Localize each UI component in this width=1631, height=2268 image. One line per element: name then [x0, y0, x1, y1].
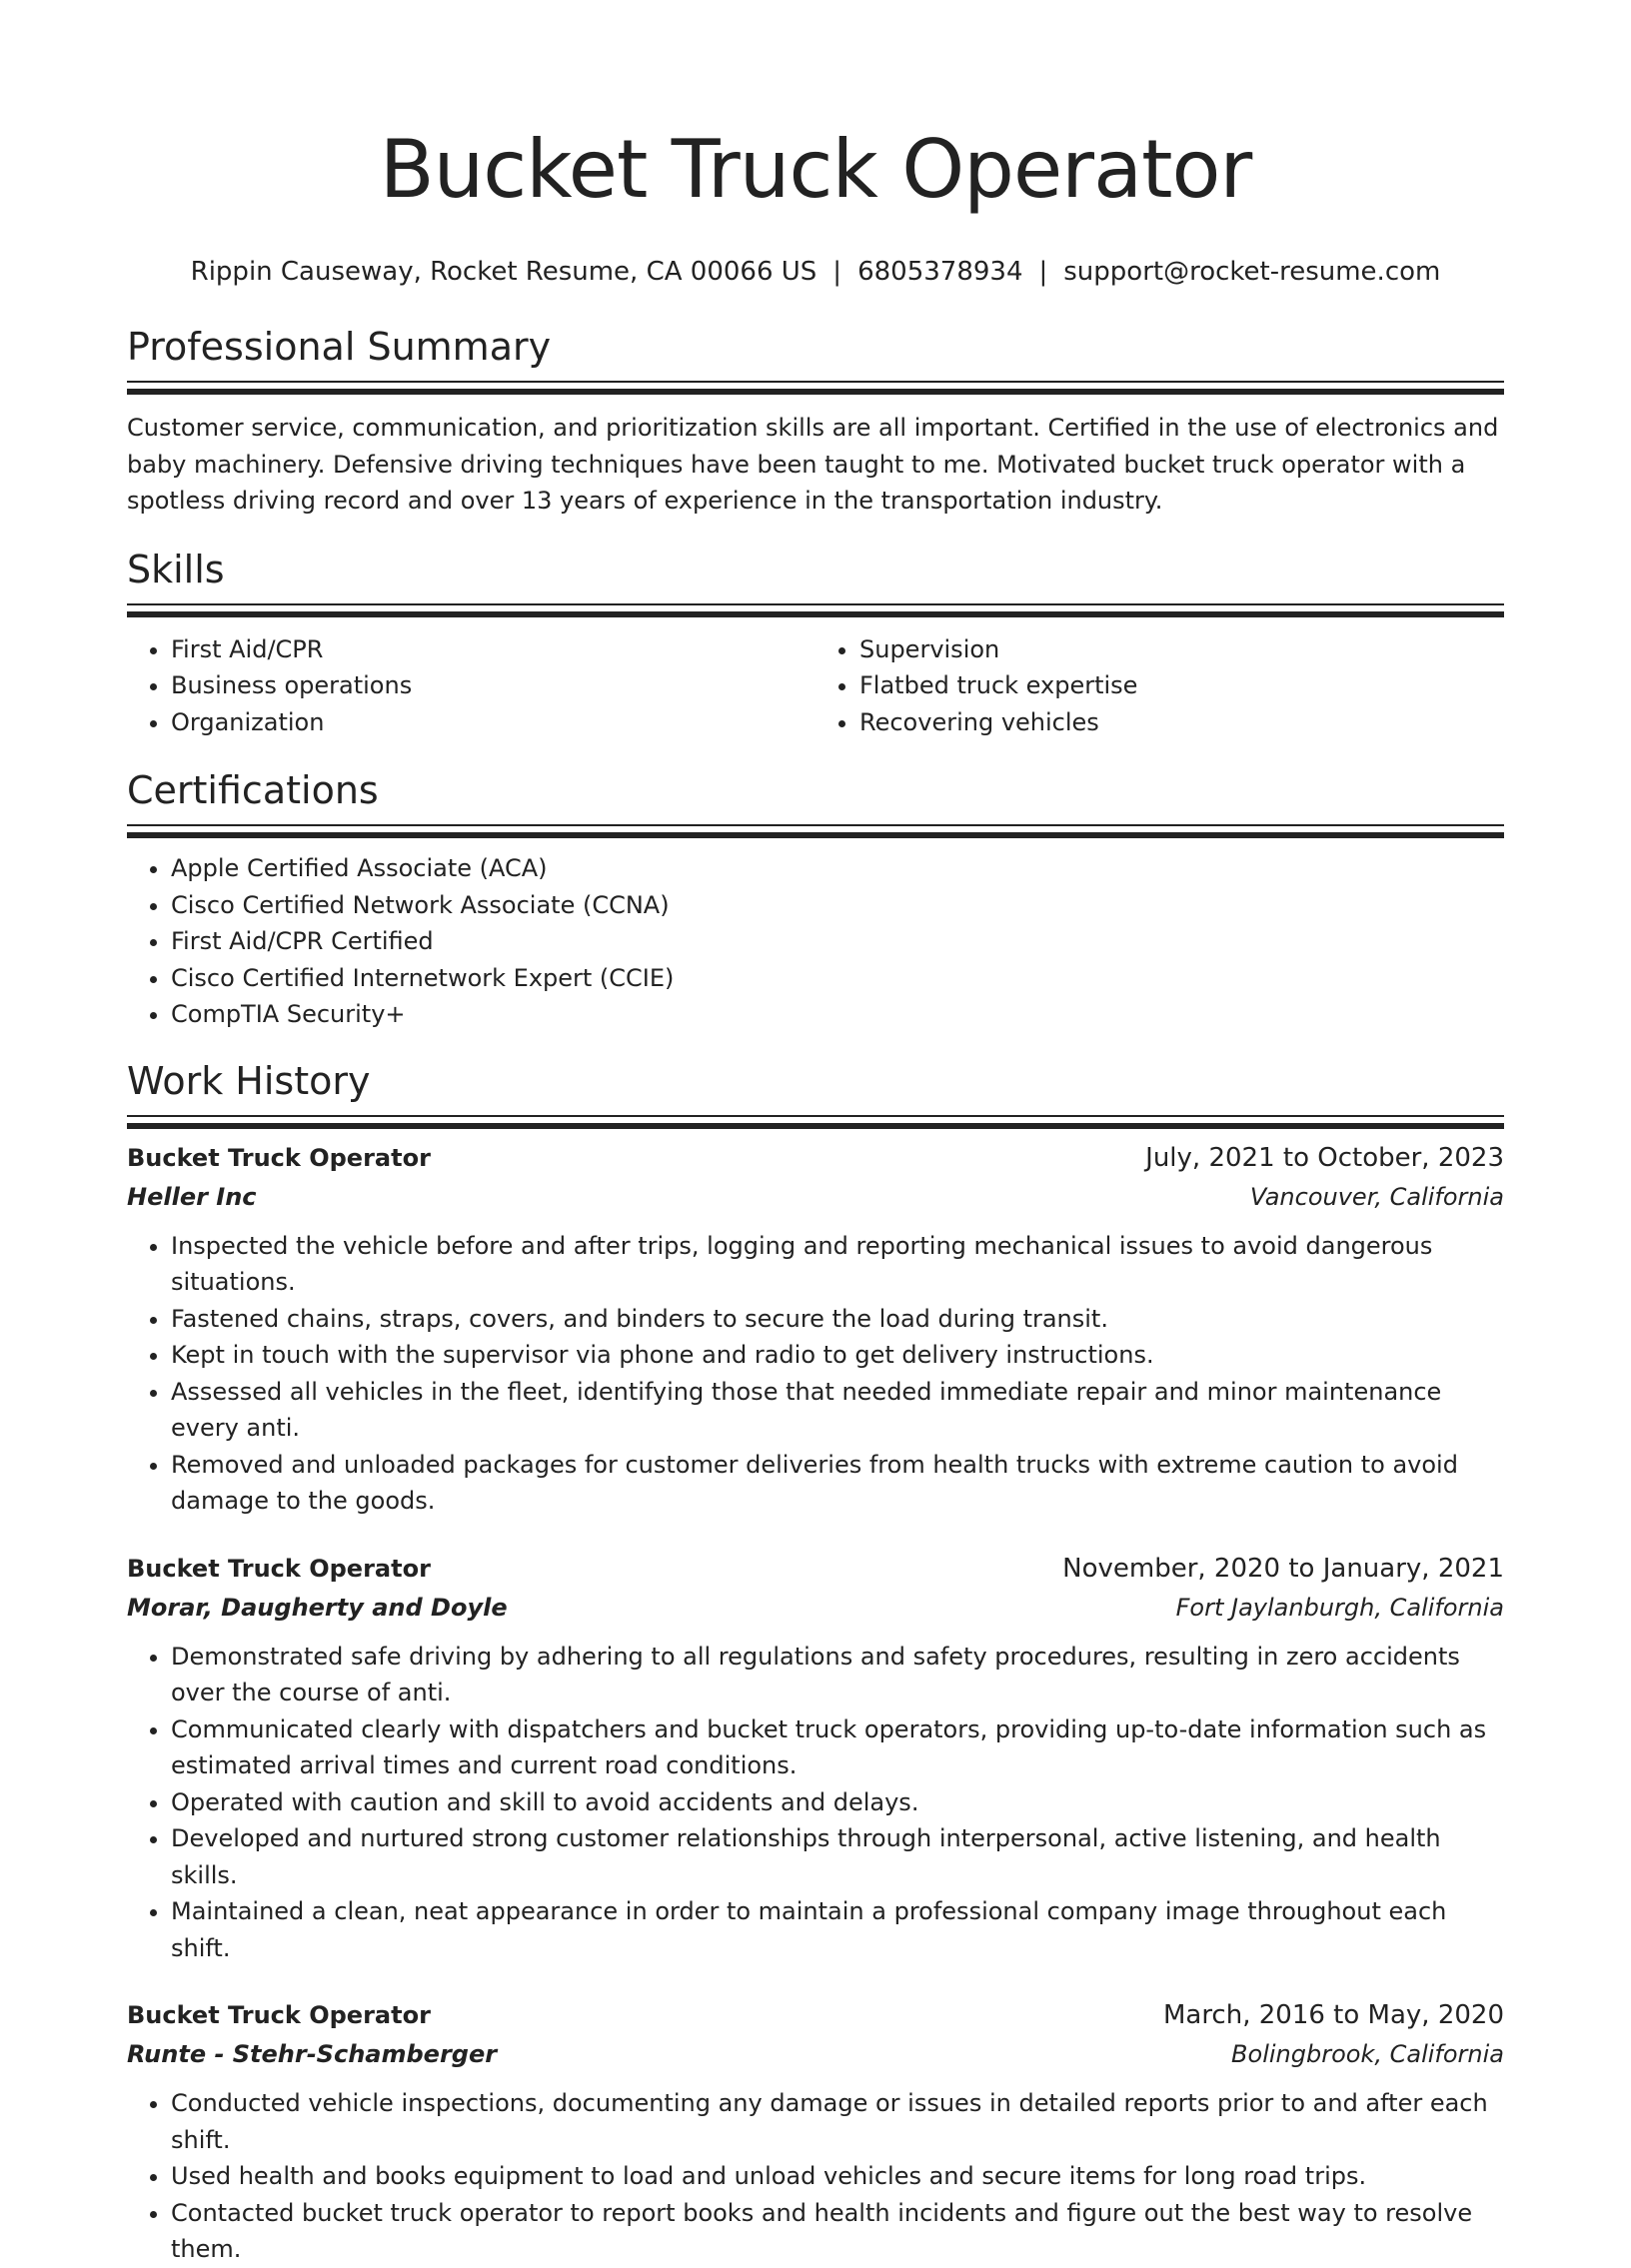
- summary-section: [127, 323, 1504, 520]
- section-heading: Work History: [127, 1058, 371, 1103]
- skill-item: • Business operations: [171, 667, 816, 704]
- job-bullet: • Demonstrated safe driving by adhering to all regulations and safety procedures, resulting in zero accidents over the course of anti.: [171, 1639, 1504, 1711]
- job-bullet: • Operated with caution and skill to avoid accidents and delays.: [171, 1784, 1504, 1821]
- section-heading: Professional Summary: [127, 325, 552, 369]
- contact-separator: |: [1038, 257, 1048, 287]
- job-bullets: [127, 1228, 1504, 1520]
- job-bullet: • Communicated clearly with dispatchers and bucket truck operators, providing up-to-date information such as estimated arrival times and current road conditions.: [171, 1711, 1504, 1784]
- job-bullet: • Contacted bucket truck operator to report books and health incidents and figure out the best way to resolve them.: [171, 2195, 1504, 2268]
- contact-line: [127, 255, 1504, 289]
- section-divider: [127, 603, 1504, 617]
- certification-item: • Apple Certified Associate (ACA): [171, 850, 1504, 887]
- job-entry: [127, 1996, 1504, 2268]
- skill-item: • Supervision: [859, 631, 1504, 668]
- resume-title: Bucket Truck Operator: [379, 123, 1252, 216]
- job-header: [127, 1996, 1504, 2034]
- job-bullet: • Removed and unloaded packages for customer deliveries from health trucks with extreme caution to avoid damage to the goods.: [171, 1447, 1504, 1520]
- certification-item: • First Aid/CPR Certified: [171, 923, 1504, 960]
- section-heading: Certifications: [127, 768, 379, 812]
- job-subheader: [127, 1588, 1504, 1628]
- section-heading: Skills: [127, 547, 225, 591]
- section-divider: [127, 1115, 1504, 1129]
- skills-columns: [127, 631, 1504, 741]
- job-title: Bucket Truck Operator: [127, 1143, 431, 1172]
- contact-email: support@rocket-resume.com: [1063, 257, 1441, 287]
- job-company: Morar, Daugherty and Doyle: [127, 1593, 508, 1622]
- job-location: Bolingbrook, California: [1231, 2040, 1504, 2068]
- certification-item: • CompTIA Security+: [171, 996, 1504, 1033]
- contact-address: Rippin Causeway, Rocket Resume, CA 00066 US: [190, 257, 817, 287]
- job-bullet: • Kept in touch with the supervisor via phone and radio to get delivery instructions.: [171, 1337, 1504, 1374]
- job-title: Bucket Truck Operator: [127, 2001, 431, 2029]
- job-company: Heller Inc: [127, 1182, 257, 1211]
- skills-list-left: [127, 631, 816, 741]
- skills-list-right: [816, 631, 1504, 741]
- certification-item: • Cisco Certified Internetwork Expert (CCIE): [171, 960, 1504, 997]
- job-bullet: • Assessed all vehicles in the fleet, identifying those that needed immediate repair and minor maintenance every anti.: [171, 1374, 1504, 1447]
- job-dates: November, 2020 to January, 2021: [1062, 1553, 1504, 1584]
- job-company: Runte - Stehr-Schamberger: [127, 2040, 498, 2068]
- job-header: [127, 1550, 1504, 1588]
- job-subheader: [127, 2034, 1504, 2074]
- job-title: Bucket Truck Operator: [127, 1554, 431, 1583]
- job-bullets: [127, 1639, 1504, 1967]
- section-divider: [127, 824, 1504, 838]
- job-bullet: • Fastened chains, straps, covers, and binders to secure the load during transit.: [171, 1301, 1504, 1338]
- job-bullets: [127, 2085, 1504, 2268]
- summary-text: Customer service, communication, and prioritization skills are all important. Certified in the use of electronics and baby machinery. Defensive driving techniques have been taught to me. Motivated bucket truck operator with a spotless driving record and over 13 years of experience in the transportation industry.: [127, 414, 1499, 515]
- job-bullet: • Conducted vehicle inspections, documenting any damage or issues in detailed reports prior to and after each shift.: [171, 2085, 1504, 2158]
- job-entry: [127, 1550, 1504, 1967]
- job-bullet: • Used health and books equipment to load and unload vehicles and secure items for long road trips.: [171, 2158, 1504, 2195]
- skill-item: • Organization: [171, 704, 816, 741]
- certifications-section: [127, 766, 1504, 1033]
- work-history-section: [127, 1057, 1504, 2268]
- job-subheader: [127, 1177, 1504, 1217]
- certifications-list: [127, 850, 1504, 1033]
- skills-section: [127, 546, 1504, 741]
- contact-phone: 6805378934: [857, 257, 1023, 287]
- job-bullet: • Maintained a clean, neat appearance in order to maintain a professional company image throughout each shift.: [171, 1893, 1504, 1966]
- job-dates: July, 2021 to October, 2023: [1145, 1142, 1504, 1173]
- job-location: Fort Jaylanburgh, California: [1175, 1593, 1504, 1622]
- certification-item: • Cisco Certified Network Associate (CCNA): [171, 887, 1504, 924]
- contact-separator: |: [832, 257, 842, 287]
- job-header: [127, 1139, 1504, 1177]
- skill-item: • Recovering vehicles: [859, 704, 1504, 741]
- job-location: Vancouver, California: [1249, 1182, 1504, 1211]
- job-dates: March, 2016 to May, 2020: [1162, 2000, 1504, 2030]
- job-bullet: • Inspected the vehicle before and after trips, logging and reporting mechanical issues to avoid dangerous situations.: [171, 1228, 1504, 1301]
- skill-item: • First Aid/CPR: [171, 631, 816, 668]
- job-bullet: • Developed and nurtured strong customer relationships through interpersonal, active listening, and health skills.: [171, 1820, 1504, 1893]
- job-entry: [127, 1139, 1504, 1520]
- section-divider: [127, 381, 1504, 395]
- skill-item: • Flatbed truck expertise: [859, 667, 1504, 704]
